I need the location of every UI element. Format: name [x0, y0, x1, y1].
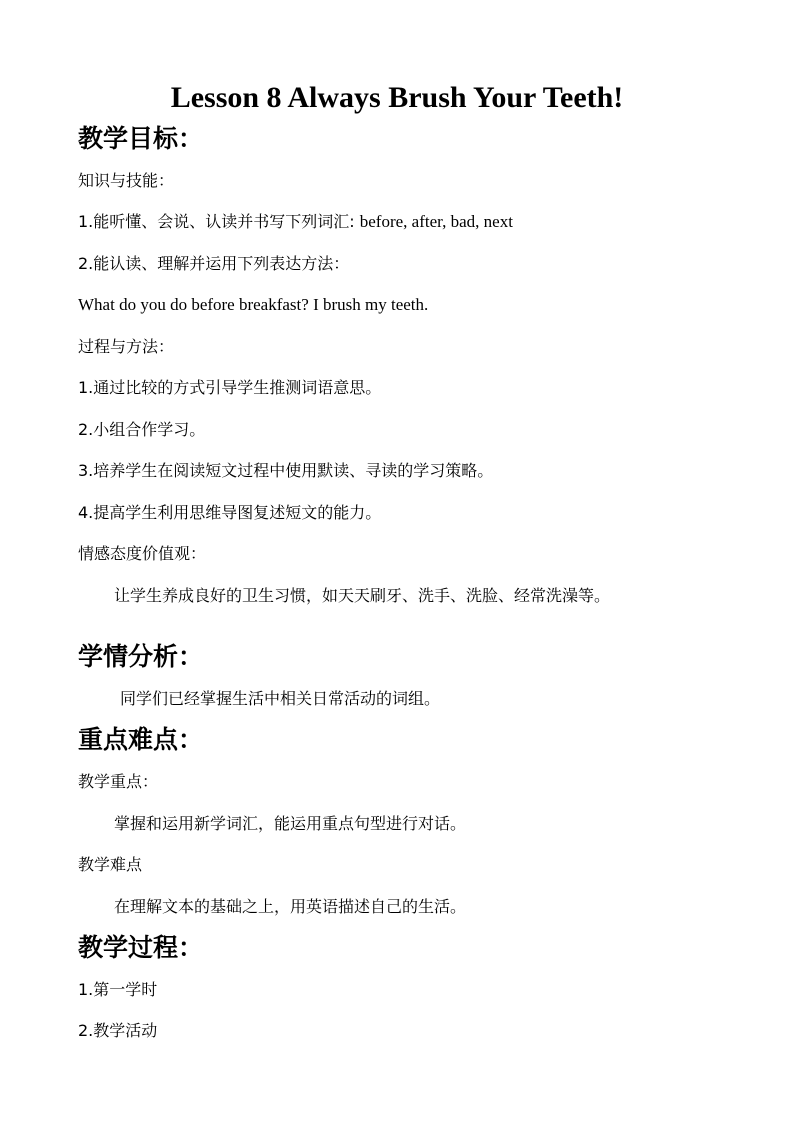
process-item-4: 4.提高学生利用思维导图复述短文的能力。 — [78, 503, 382, 522]
process-item-3: 3.培养学生在阅读短文过程中使用默读、寻读的学习策略。 — [78, 461, 494, 480]
teaching-difficulty-label: 教学难点 — [78, 855, 143, 874]
heading-analysis: 学情分析： — [78, 642, 204, 671]
knowledge-skills-label: 知识与技能： — [78, 171, 175, 190]
heading-key-points: 重点难点： — [78, 725, 204, 754]
lesson-title: Lesson 8 Always Brush Your Teeth! — [170, 81, 624, 114]
objective-item-1 — [78, 211, 513, 233]
procedure-item-1: 1.第一学时 — [78, 980, 158, 999]
teaching-focus-label: 教学重点： — [78, 772, 159, 791]
teaching-difficulty-text: 在理解文本的基础之上，用英语描述自己的生活。 — [114, 897, 467, 916]
process-item-2: 2.小组合作学习。 — [78, 420, 206, 439]
emotion-values-label: 情感态度价值观： — [78, 544, 207, 563]
procedure-item-2: 2.教学活动 — [78, 1021, 158, 1040]
analysis-text: 同学们已经掌握生活中相关日常活动的词组。 — [120, 689, 441, 708]
objective-item-2: 2.能认读、理解并运用下列表达方法： — [78, 254, 350, 273]
vocabulary-words: before, after, bad, next — [359, 212, 513, 231]
process-item-1: 1.通过比较的方式引导学生推测词语意思。 — [78, 378, 382, 397]
emotion-values-text: 让学生养成良好的卫生习惯，如天天刷牙、洗手、洗脸、经常洗澡等。 — [114, 586, 611, 605]
teaching-focus-text: 掌握和运用新学词汇，能运用重点句型进行对话。 — [114, 814, 467, 833]
heading-objectives: 教学目标： — [78, 124, 204, 153]
example-sentence: What do you do before breakfast? I brush my teeth. — [78, 295, 429, 314]
heading-procedure: 教学过程： — [78, 933, 204, 962]
process-methods-label: 过程与方法： — [78, 337, 175, 356]
objective-item-1-text: 1.能听懂、会说、认读并书写下列词汇: — [78, 212, 360, 231]
